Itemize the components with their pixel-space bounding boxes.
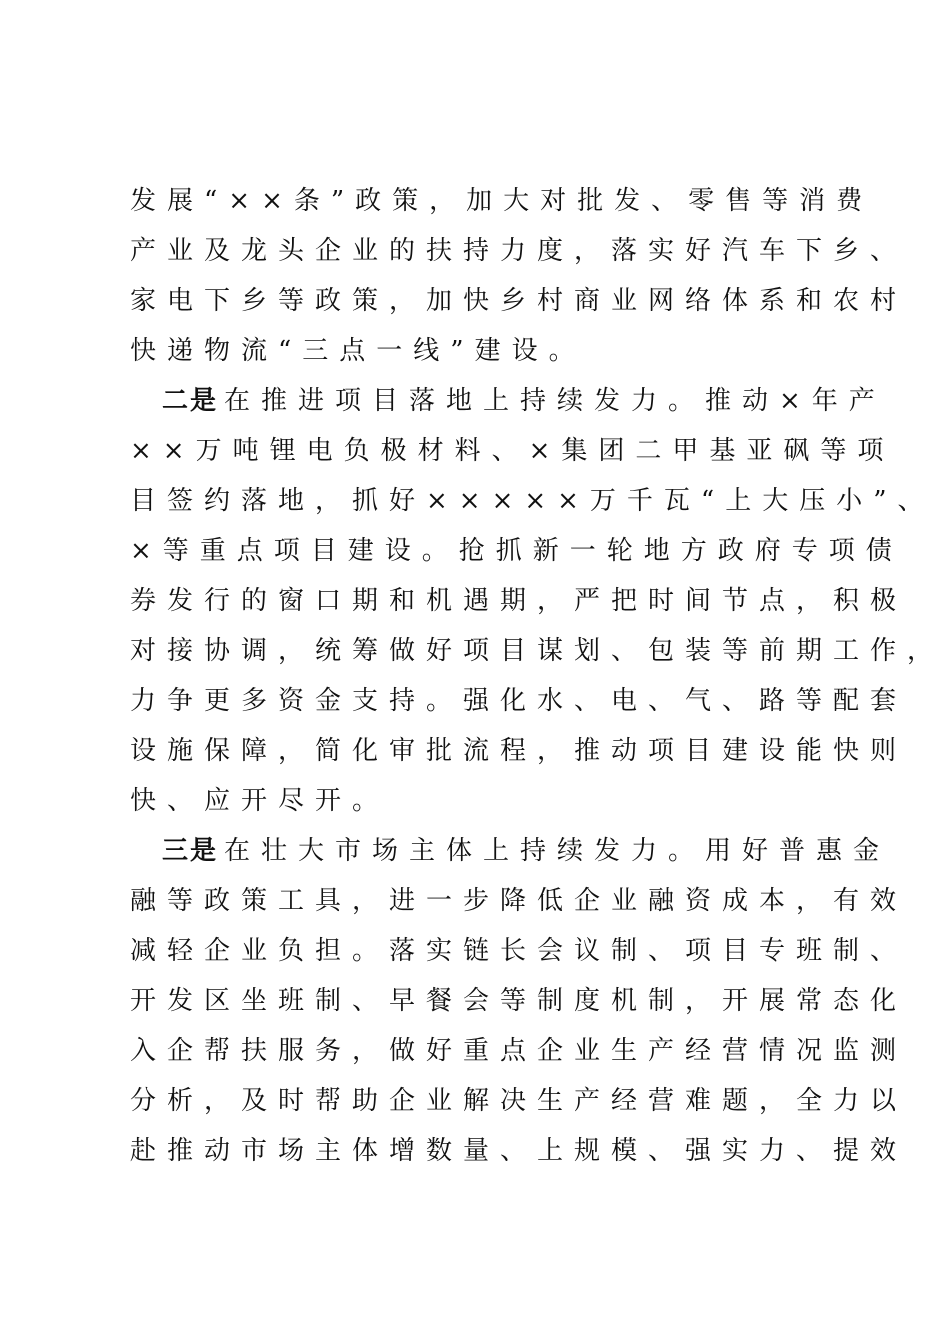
paragraph-line: 快递物流“三点一线”建设。 <box>130 336 586 366</box>
paragraph-line: 设施保障，简化审批流程，推动项目建设能快则 <box>130 736 908 766</box>
paragraph-text: 在推进项目落地上持续发力。推动×年产 <box>224 386 886 416</box>
paragraph-lead-second: 二是 <box>162 386 219 416</box>
paragraph-line: 目签约落地，抓好×××××万千瓦“上大压小”、 <box>130 486 935 516</box>
paragraph-line: ×等重点项目建设。抢抓新一轮地方政府专项债 <box>130 536 903 566</box>
paragraph-line: 开发区坐班制、早餐会等制度机制，开展常态化 <box>130 986 908 1016</box>
paragraph-third-start <box>162 831 891 871</box>
paragraph-line: 券发行的窗口期和机遇期，严把时间节点，积极 <box>130 586 908 616</box>
paragraph-line: 入企帮扶服务，做好重点企业生产经营情况监测 <box>130 1036 908 1066</box>
paragraph-line: 快、应开尽开。 <box>130 786 390 816</box>
paragraph-line: ××万吨锂电负极材料、×集团二甲基亚砜等项 <box>130 436 895 466</box>
paragraph-line: 产业及龙头企业的扶持力度，落实好汽车下乡、 <box>130 236 908 266</box>
paragraph-line: 融等政策工具，进一步降低企业融资成本，有效 <box>130 886 908 916</box>
paragraph-line: 家电下乡等政策，加快乡村商业网络体系和农村 <box>130 286 908 316</box>
paragraph-line: 分析，及时帮助企业解决生产经营难题，全力以 <box>130 1086 908 1116</box>
paragraph-line: 发展“××条”政策，加大对批发、零售等消费 <box>130 186 874 216</box>
paragraph-line: 对接协调，统筹做好项目谋划、包装等前期工作， <box>130 636 945 666</box>
paragraph-line: 赴推动市场主体增数量、上规模、强实力、提效 <box>130 1136 908 1166</box>
paragraph-line: 减轻企业负担。落实链长会议制、项目专班制、 <box>130 936 908 966</box>
paragraph-lead-third: 三是 <box>162 836 219 866</box>
paragraph-second-start <box>162 381 886 421</box>
paragraph-line: 力争更多资金支持。强化水、电、气、路等配套 <box>130 686 908 716</box>
paragraph-text: 在壮大市场主体上持续发力。用好普惠金 <box>224 836 891 866</box>
